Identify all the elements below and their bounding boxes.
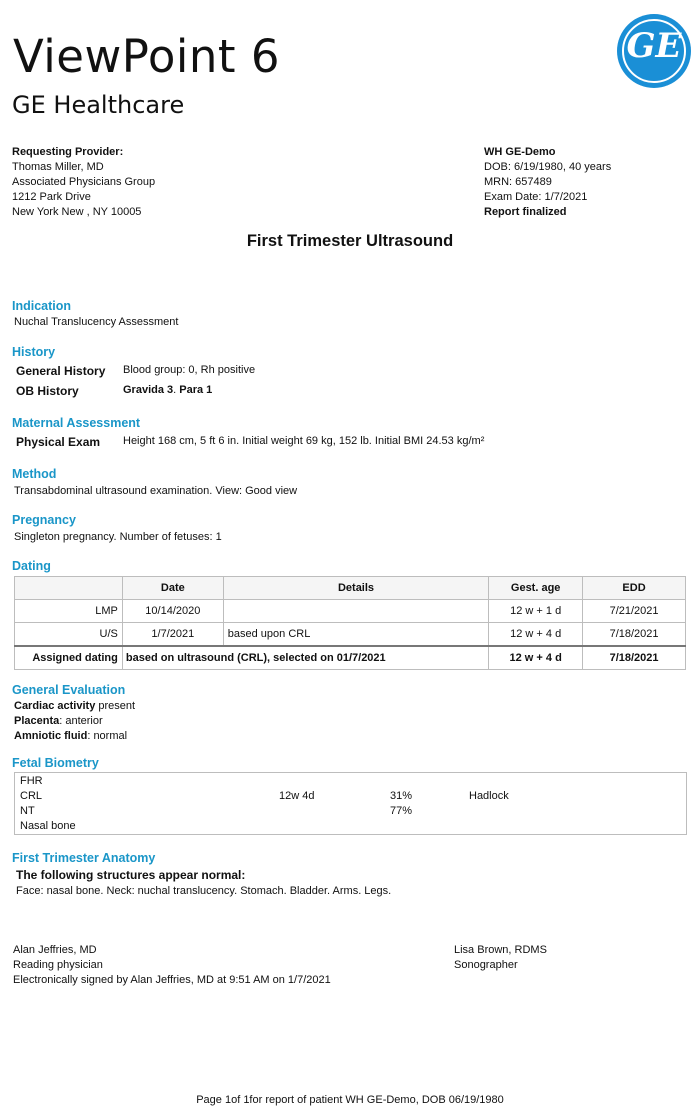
placenta-value: : anterior — [59, 715, 103, 727]
dating-cell-details — [223, 600, 488, 623]
dating-heading: Dating — [12, 559, 51, 573]
dating-col-details: Details — [223, 577, 488, 600]
patient-name: WH GE-Demo — [484, 146, 556, 158]
app-title: ViewPoint 6 — [13, 30, 280, 83]
history-heading: History — [12, 345, 56, 359]
dating-row-assigned — [15, 646, 686, 670]
fluid-value: : normal — [87, 730, 128, 742]
pregnancy-text: Singleton pregnancy. Number of fetuses: 1 — [14, 531, 222, 543]
physician-name: Alan Jeffries, MD — [13, 944, 97, 956]
exam-date: Exam Date: 1/7/2021 — [484, 191, 588, 203]
assigned-details: based on ultrasound (CRL), selected on 01/7/2021 — [122, 646, 488, 670]
assigned-label: Assigned dating — [15, 646, 123, 670]
biometry-heading: Fetal Biometry — [12, 756, 99, 770]
biometry-author: Hadlock — [469, 790, 509, 802]
dating-cell-label: LMP — [15, 600, 123, 623]
provider-name: Thomas Miller, MD — [12, 161, 104, 173]
company-name: GE Healthcare — [12, 91, 185, 119]
dating-col-edd: EDD — [583, 577, 686, 600]
method-text: Transabdominal ultrasound examination. View: Good view — [14, 485, 298, 497]
provider-group: Associated Physicians Group — [12, 176, 156, 188]
dating-cell-edd: 7/21/2021 — [583, 600, 686, 623]
biometry-name: CRL — [20, 790, 43, 802]
method-heading: Method — [12, 467, 57, 481]
ob-history-value — [123, 384, 212, 396]
dating-cell-date: 10/14/2020 — [122, 600, 223, 623]
biometry-table — [14, 772, 687, 835]
indication-text: Nuchal Translucency Assessment — [14, 316, 179, 328]
patient-dob: DOB: 6/19/1980, 40 years — [484, 161, 612, 173]
dating-cell-details: based upon CRL — [223, 623, 488, 647]
fluid-label: Amniotic fluid — [14, 730, 88, 742]
para: Para 1 — [179, 384, 213, 396]
biometry-ga: 12w 4d — [279, 790, 315, 802]
dating-col-date: Date — [122, 577, 223, 600]
dating-cell-ga: 12 w + 4 d — [489, 623, 583, 647]
dating-col-label — [15, 577, 123, 600]
biometry-name: Nasal bone — [20, 820, 76, 832]
provider-block — [12, 145, 155, 220]
ge-logo — [617, 14, 691, 88]
general-eval-heading: General Evaluation — [12, 683, 126, 697]
physical-exam-value: Height 168 cm, 5 ft 6 in. Initial weight 69 kg, 152 lb. Initial BMI 24.53 kg/m² — [123, 435, 485, 447]
patient-mrn: MRN: 657489 — [484, 176, 552, 188]
sonographer-name: Lisa Brown, RDMS — [454, 944, 547, 956]
dating-table — [14, 576, 686, 670]
placenta-label: Placenta — [14, 715, 60, 727]
dating-col-ga: Gest. age — [489, 577, 583, 600]
biometry-name: FHR — [20, 775, 43, 787]
placenta-line — [14, 714, 135, 729]
sonographer-role: Sonographer — [454, 959, 518, 971]
assigned-edd: 7/18/2021 — [583, 646, 686, 670]
pregnancy-heading: Pregnancy — [12, 513, 76, 527]
provider-heading: Requesting Provider: — [12, 146, 124, 158]
provider-address2: New York New , NY 10005 — [12, 206, 142, 218]
dating-row-lmp — [15, 600, 686, 623]
biometry-name: NT — [20, 805, 35, 817]
provider-address1: 1212 Park Drive — [12, 191, 91, 203]
signed-line: Electronically signed by Alan Jeffries, MD at 9:51 AM on 1/7/2021 — [13, 974, 331, 986]
report-status: Report finalized — [484, 206, 567, 218]
logo-text: GE — [626, 26, 682, 66]
dating-cell-label: U/S — [15, 623, 123, 647]
cardiac-value: present — [95, 700, 136, 712]
anatomy-subheading: The following structures appear normal: — [16, 868, 246, 882]
page-footer: Page 1of 1for report of patient WH GE-Demo, DOB 06/19/1980 — [196, 1094, 504, 1106]
fluid-line — [14, 729, 135, 744]
biometry-pct: 31% — [390, 790, 413, 802]
cardiac-label: Cardiac activity — [14, 700, 96, 712]
biometry-pct: 77% — [390, 805, 413, 817]
general-eval-block — [14, 699, 135, 744]
ob-history-label: OB History — [16, 384, 79, 398]
physician-signature — [13, 943, 331, 988]
maternal-heading: Maternal Assessment — [12, 416, 141, 430]
general-history-value: Blood group: 0, Rh positive — [123, 364, 256, 376]
physical-exam-label: Physical Exam — [16, 435, 101, 449]
general-history-label: General History — [16, 364, 106, 378]
gravida: Gravida 3 — [123, 384, 174, 396]
sonographer-signature — [454, 943, 547, 973]
anatomy-text: Face: nasal bone. Neck: nuchal translucency. Stomach. Bladder. Arms. Legs. — [16, 885, 392, 897]
assigned-ga: 12 w + 4 d — [489, 646, 583, 670]
physician-role: Reading physician — [13, 959, 103, 971]
dating-header-row — [15, 577, 686, 600]
dating-cell-ga: 12 w + 1 d — [489, 600, 583, 623]
indication-heading: Indication — [12, 299, 72, 313]
dating-cell-edd: 7/18/2021 — [583, 623, 686, 647]
patient-block — [484, 145, 611, 220]
anatomy-heading: First Trimester Anatomy — [12, 851, 156, 865]
cardiac-line — [14, 699, 135, 714]
dating-row-us — [15, 623, 686, 647]
report-title: First Trimester Ultrasound — [246, 232, 454, 250]
dating-cell-date: 1/7/2021 — [122, 623, 223, 647]
ob-separator: . — [173, 384, 180, 396]
